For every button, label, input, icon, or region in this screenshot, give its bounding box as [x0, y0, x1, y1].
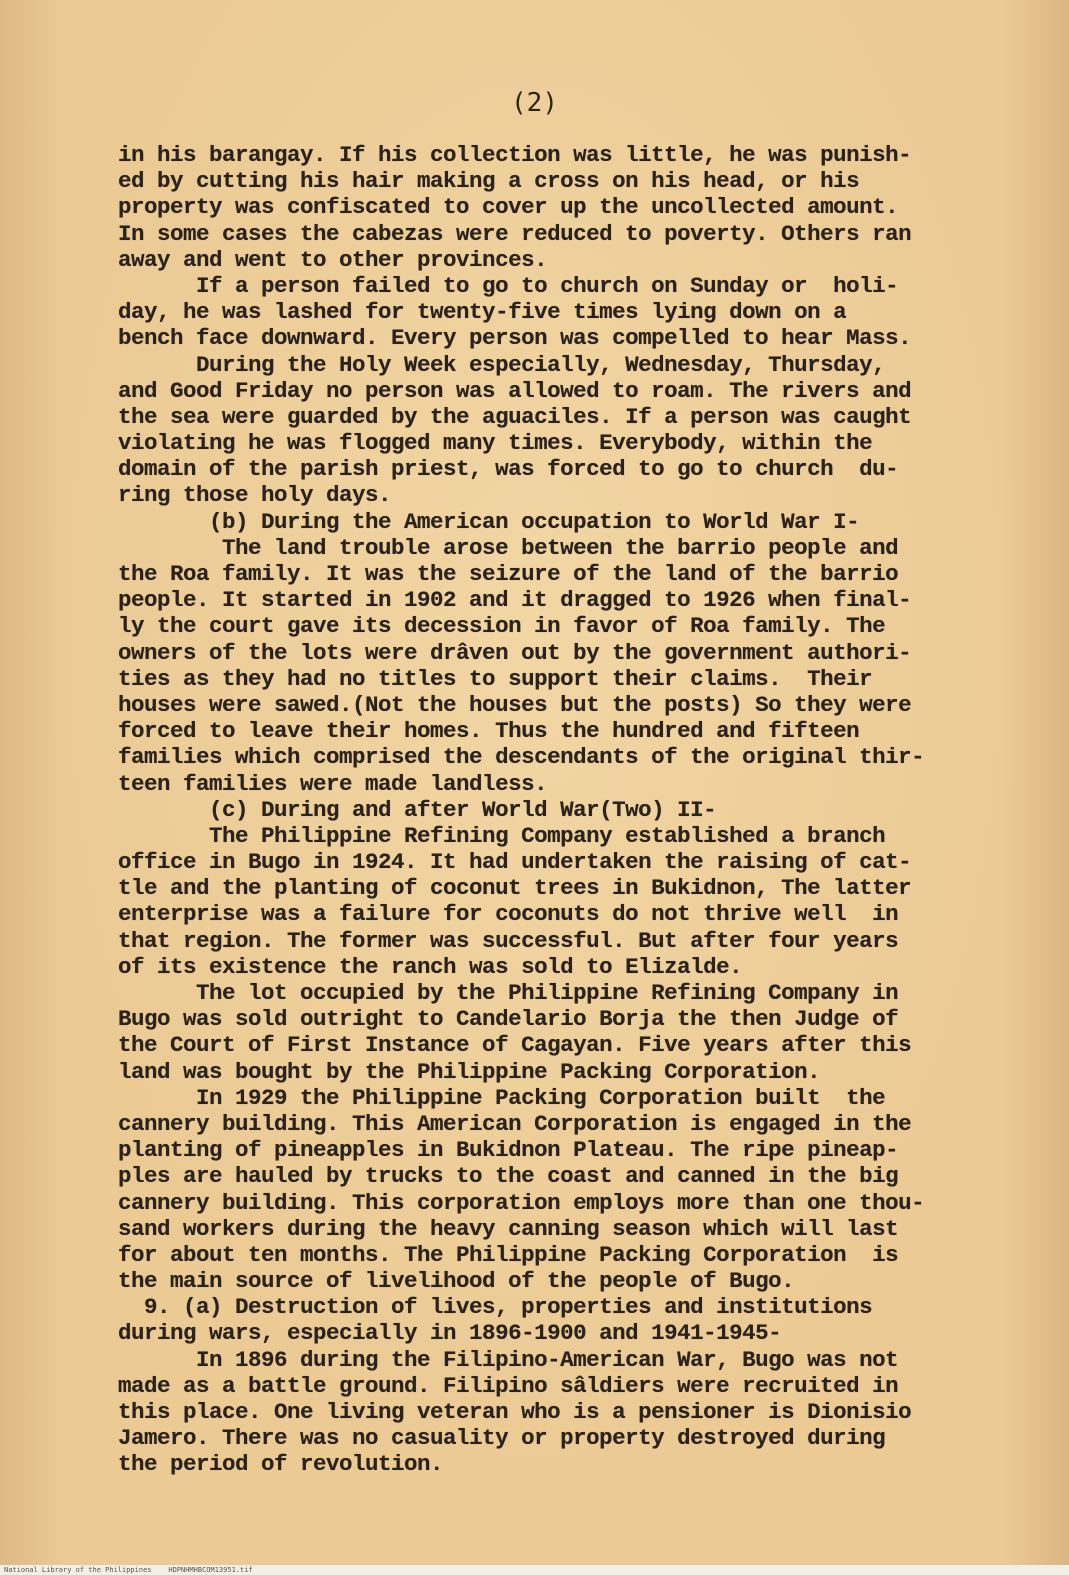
text-line: property was confiscated to cover up the uncollected amount.: [118, 194, 899, 221]
text-line: houses were sawed.(Not the houses but the posts) So they were: [118, 691, 912, 718]
text-line: teen families were made landless.: [118, 770, 548, 797]
text-line: land was bought by the Philippine Packing Corporation.: [118, 1058, 821, 1085]
text-line: the Court of First Instance of Cagayan. Five years after this: [118, 1032, 912, 1059]
text-line: forced to leave their homes. Thus the hundred and fifteen: [118, 718, 860, 745]
text-line: sand workers during the heavy canning season which will last: [118, 1215, 899, 1242]
text-line: day, he was lashed for twenty-five times lying down on a: [118, 299, 847, 326]
text-line: during wars, especially in 1896-1900 and 1941-1945-: [118, 1320, 782, 1347]
text-line: If a person failed to go to church on Sunday or holi-: [118, 272, 899, 299]
text-line: The land trouble arose between the barrio people and: [118, 534, 899, 561]
text-line: cannery building. This American Corporation is engaged in the: [118, 1110, 912, 1137]
text-line: in his barangay. If his collection was little, he was punish-: [118, 142, 912, 168]
text-line: office in Bugo in 1924. It had undertaken the raising of cat-: [118, 849, 912, 876]
text-line: that region. The former was successful. But after four years: [118, 927, 899, 954]
text-line: planting of pineapples in Bukidnon Plateau. The ripe pineap-: [118, 1137, 899, 1164]
text-line: the period of revolution.: [118, 1451, 444, 1478]
text-line: In some cases the cabezas were reduced to poverty. Others ran: [118, 220, 912, 247]
text-line: (c) During and after World War(Two) II-: [118, 796, 717, 823]
text-line: for about ten months. The Philippine Packing Corporation is: [118, 1241, 899, 1268]
text-line: ring those holy days.: [118, 482, 392, 509]
document-body: [118, 142, 1038, 1478]
text-line: ties as they had no titles to support their claims. Their: [118, 665, 873, 692]
text-line: away and went to other provinces.: [118, 246, 548, 273]
text-line: tle and the planting of coconut trees in Bukidnon, The latter: [118, 875, 912, 902]
text-line: made as a battle ground. Filipino sâldiers were recruited in: [118, 1372, 899, 1399]
text-line: owners of the lots were drâven out by the government authori-: [118, 639, 912, 666]
text-line: ly the court gave its decession in favor of Roa family. The: [118, 613, 886, 640]
text-line: In 1929 the Philippine Packing Corporation built the: [118, 1084, 886, 1111]
text-line: The lot occupied by the Philippine Refining Company in: [118, 980, 899, 1006]
text-line: violating he was flogged many times. Everybody, within the: [118, 430, 873, 457]
scan-footer: National Library of the Philippines HDPNHMHBCOM13951.tif: [0, 1565, 1069, 1575]
text-line: In 1896 during the Filipino-American War, Bugo was not: [118, 1346, 899, 1373]
text-line: this place. One living veteran who is a pensioner is Dionisio: [118, 1399, 912, 1425]
text-line: the sea were guarded by the aguaciles. If a person was caught: [118, 403, 912, 430]
text-line: 9. (a) Destruction of lives, properties and institutions: [118, 1294, 873, 1321]
page-number: (2): [511, 88, 558, 118]
text-line: ples are hauled by trucks to the coast and canned in the big: [118, 1163, 899, 1190]
text-line: bench face downward. Every person was compelled to hear Mass.: [118, 325, 912, 352]
text-line: cannery building. This corporation employs more than one thou-: [118, 1189, 925, 1216]
text-line: Jamero. There was no casuality or property destroyed during: [118, 1425, 886, 1452]
text-line: enterprise was a failure for coconuts do not thrive well in: [118, 901, 899, 928]
text-line: domain of the parish priest, was forced to go to church du-: [118, 456, 899, 483]
text-line: ed by cutting his hair making a cross on his head, or his: [118, 168, 860, 195]
text-line: and Good Friday no person was allowed to roam. The rivers and: [118, 377, 912, 404]
text-line: people. It started in 1902 and it dragged to 1926 when final-: [118, 587, 912, 614]
text-line: (b) During the American occupation to World War I-: [118, 508, 860, 535]
text-line: Bugo was sold outright to Candelario Borja the then Judge of: [118, 1006, 899, 1033]
text-line: families which comprised the descendants of the original thir-: [118, 744, 925, 771]
text-line: the main source of livelihood of the people of Bugo.: [118, 1268, 795, 1295]
text-line: the Roa family. It was the seizure of the land of the barrio: [118, 561, 899, 587]
text-line: During the Holy Week especially, Wednesday, Thursday,: [118, 351, 886, 378]
text-line: The Philippine Refining Company established a branch: [118, 822, 886, 849]
text-line: of its existence the ranch was sold to Elizalde.: [118, 953, 743, 980]
